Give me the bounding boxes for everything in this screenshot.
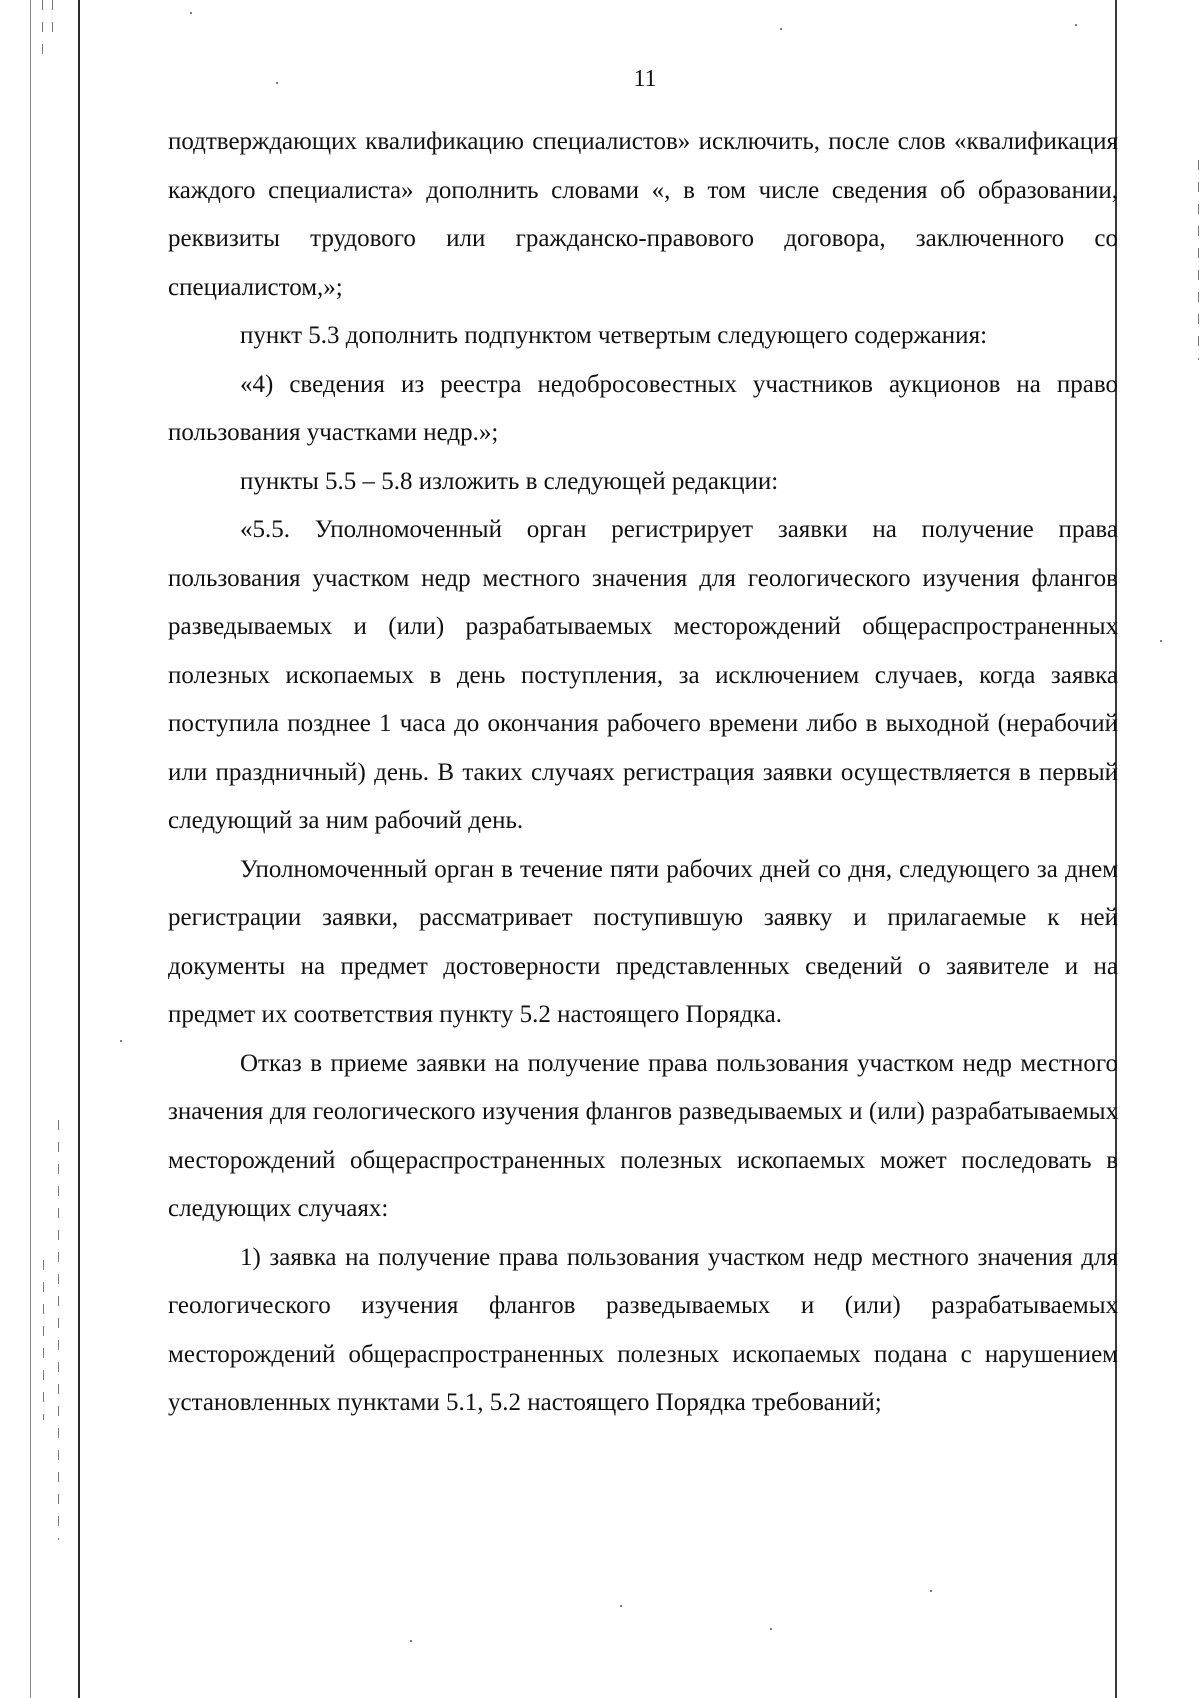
scan-speck <box>1075 24 1077 26</box>
paragraph: «4) сведения из реестра недобросовестных участников аукционов на право пользования участками недр.»; <box>168 370 1118 446</box>
scan-speck <box>120 1040 122 1042</box>
paragraph: «5.5. Уполномоченный орган регистрирует заявки на получение права пользования участком недр местного значения для геологического изучения флангов разведываемых и (или) разрабатываемых месторождений общераспространенных полезных ископаемых в день поступления, за исключением случаев, когда заявка поступила позднее 1 часа до окончания рабочего времени либо в выходной (нерабочий или праздничный) день. В таких случаях регистрация заявки осуществляется в первый следующий за ним рабочий день. <box>168 516 1118 834</box>
paragraph: пункты 5.5 – 5.8 изложить в следующей редакции: <box>240 467 779 495</box>
scan-speck <box>770 1628 772 1630</box>
scan-edge-line <box>30 0 31 1698</box>
paragraph: подтверждающих квалификацию специалистов» исключить, после слов «квалификация каждого специалиста» дополнить словами «, в том числе сведения об образовании, реквизиты трудового или гражданско-правового договора, заключенного со специалистом,»; <box>168 128 1118 301</box>
scan-dash-mark <box>1198 160 1199 360</box>
page-number: 11 <box>633 66 657 92</box>
scan-speck <box>930 1590 932 1592</box>
body-text <box>168 118 1118 1428</box>
scan-speck <box>780 28 782 30</box>
scan-speck <box>410 1640 412 1642</box>
paragraph: Уполномоченный орган в течение пяти рабочих дней со дня, следующего за днем регистрации заявки, рассматривает поступившую заявку и прилагаемые к ней документы на предмет достоверности представленных сведений о заявителе и на предмет их соответствия пункту 5.2 настоящего Порядка. <box>168 855 1118 1028</box>
scan-speck <box>190 12 192 14</box>
paragraph: пункт 5.3 дополнить подпунктом четвертым следующего содержания: <box>240 322 988 349</box>
scan-dash-mark <box>43 1260 44 1420</box>
paragraph: 1) заявка на получение права пользования участком недр местного значения для геологического изучения флангов разведываемых и (или) разрабатываемых месторождений общераспространенных полезных ископаемых подана с нарушением установленных пунктами 5.1, 5.2 настоящего Порядка требований; <box>168 1243 1118 1416</box>
scan-speck <box>620 1605 622 1607</box>
scan-speck <box>1160 640 1162 642</box>
scan-dash-mark <box>58 1120 59 1540</box>
scan-dash-mark <box>52 0 53 40</box>
scan-margin-line <box>78 0 80 1698</box>
scan-dash-mark <box>42 0 43 60</box>
paragraph: Отказ в приеме заявки на получение права пользования участком недр местного значения для геологического изучения флангов разведываемых и (или) разрабатываемых месторождений общераспространенных полезных ископаемых может последовать в следующих случаях: <box>168 1049 1118 1222</box>
